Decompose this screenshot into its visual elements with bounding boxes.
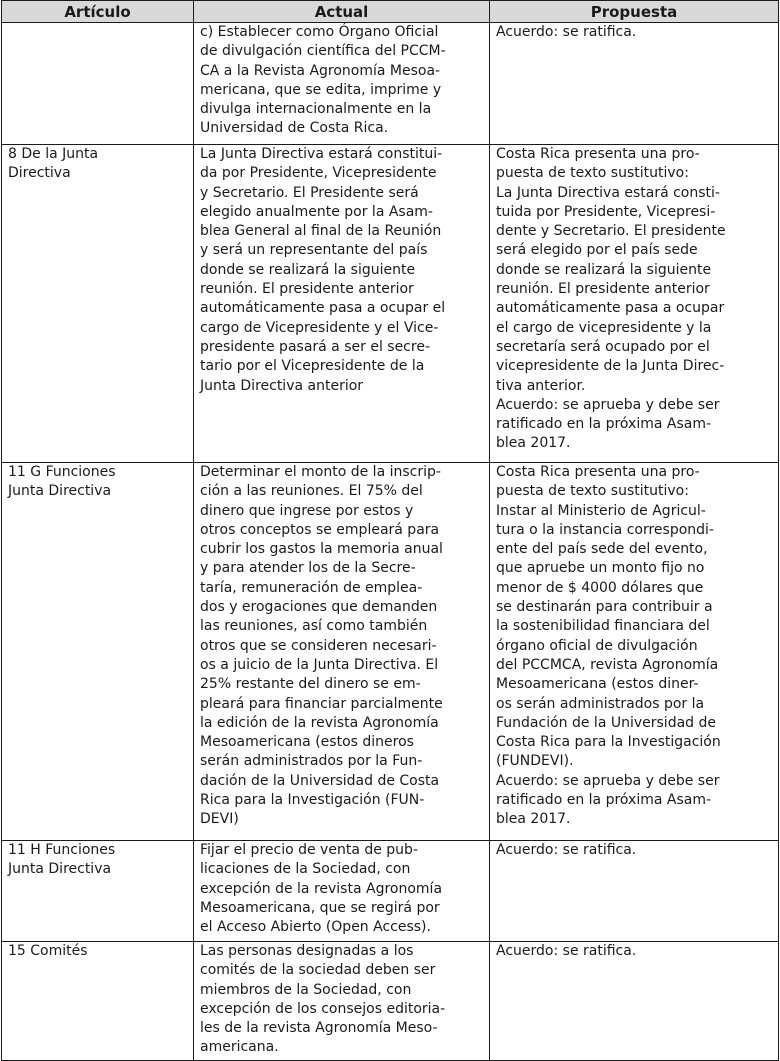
header-actual: Actual	[194, 1, 490, 23]
table-row	[2, 942, 779, 1061]
articles-table	[1, 0, 779, 1061]
header-articulo: Artículo	[2, 1, 194, 23]
table-row	[2, 463, 779, 841]
cell-actual: La Junta Directiva estará constitui- da por Presidente, Vicepresidente y Secretario. El Presidente será elegido anualmente por la Asam- blea General al final de la Reunión y será un representante del país donde se realizará la siguiente reunión. El presidente anterior automáticamente pasa a ocupar el cargo de Vicepresidente y el Vice- presidente pasará a ser el secre- tario por el Vicepresidente de la Junta Directiva anterior	[194, 145, 490, 463]
cell-actual: Las personas designadas a los comités de la sociedad deben ser miembros de la Sociedad, con excepción de los consejos editoria- les de la revista Agronomía Meso- americana.	[194, 942, 490, 1061]
cell-propuesta: Costa Rica presenta una pro- puesta de texto sustitutivo: Instar al Ministerio de Agricul- tura o la instancia correspondi- ente del país sede del evento, que apruebe un monto fijo no menor de $ 4000 dólares que se destinarán para contribuir a la sostenibilidad financiara del órgano oficial de divulgación del PCCMCA, revista Agronomía Mesoamericana (estos diner- os serán administrados por la Fundación de la Universidad de Costa Rica para la Investigación (FUNDEVI). Acuerdo: se aprueba y debe ser ratificado en la próxima Asam- blea 2017.	[490, 463, 779, 841]
cell-articulo: 11 G Funciones Junta Directiva	[2, 463, 194, 841]
table-row	[2, 145, 779, 463]
cell-actual: Determinar el monto de la inscrip- ción a las reuniones. El 75% del dinero que ingrese por estos y otros conceptos se empleará para cubrir los gastos la memoria anual y para atender los de la Secre- taría, remuneración de emplea- dos y erogaciones que demanden las reuniones, así como también otros que se consideren necesari- os a juicio de la Junta Directiva. El 25% restante del dinero se em- pleará para financiar parcialmente la edición de la revista Agronomía Mesoamericana (estos dineros serán administrados por la Fun- dación de la Universidad de Costa Rica para la Investigación (FUN- DEVI)	[194, 463, 490, 841]
table-row	[2, 23, 779, 145]
header-row	[2, 1, 779, 23]
cell-articulo: 15 Comités	[2, 942, 194, 1061]
table-row	[2, 841, 779, 942]
cell-propuesta: Acuerdo: se ratifica.	[490, 942, 779, 1061]
cell-propuesta: Costa Rica presenta una pro- puesta de texto sustitutivo: La Junta Directiva estará consti- tuida por Presidente, Vicepresi- dente y Secretario. El presidente será elegido por el país sede donde se realizará la siguiente reunión. El presidente anterior automáticamente pasa a ocupar el cargo de vicepresidente y la secretaría será ocupado por el vicepresidente de la Junta Direc- tiva anterior. Acuerdo: se aprueba y debe ser ratificado en la próxima Asam- blea 2017.	[490, 145, 779, 463]
cell-articulo	[2, 23, 194, 145]
cell-propuesta: Acuerdo: se ratifica.	[490, 23, 779, 145]
cell-articulo: 11 H Funciones Junta Directiva	[2, 841, 194, 942]
cell-actual: c) Establecer como Órgano Oficial de divulgación científica del PCCM- CA a la Revista Agronomía Mesoa- mericana, que se edita, imprime y divulga internacionalmente en la Universidad de Costa Rica.	[194, 23, 490, 145]
cell-actual: Fijar el precio de venta de pub- licaciones de la Sociedad, con excepción de la revista Agronomía Mesoamericana, que se regirá por el Acceso Abierto (Open Access).	[194, 841, 490, 942]
cell-propuesta: Acuerdo: se ratifica.	[490, 841, 779, 942]
header-propuesta: Propuesta	[490, 1, 779, 23]
cell-articulo: 8 De la Junta Directiva	[2, 145, 194, 463]
